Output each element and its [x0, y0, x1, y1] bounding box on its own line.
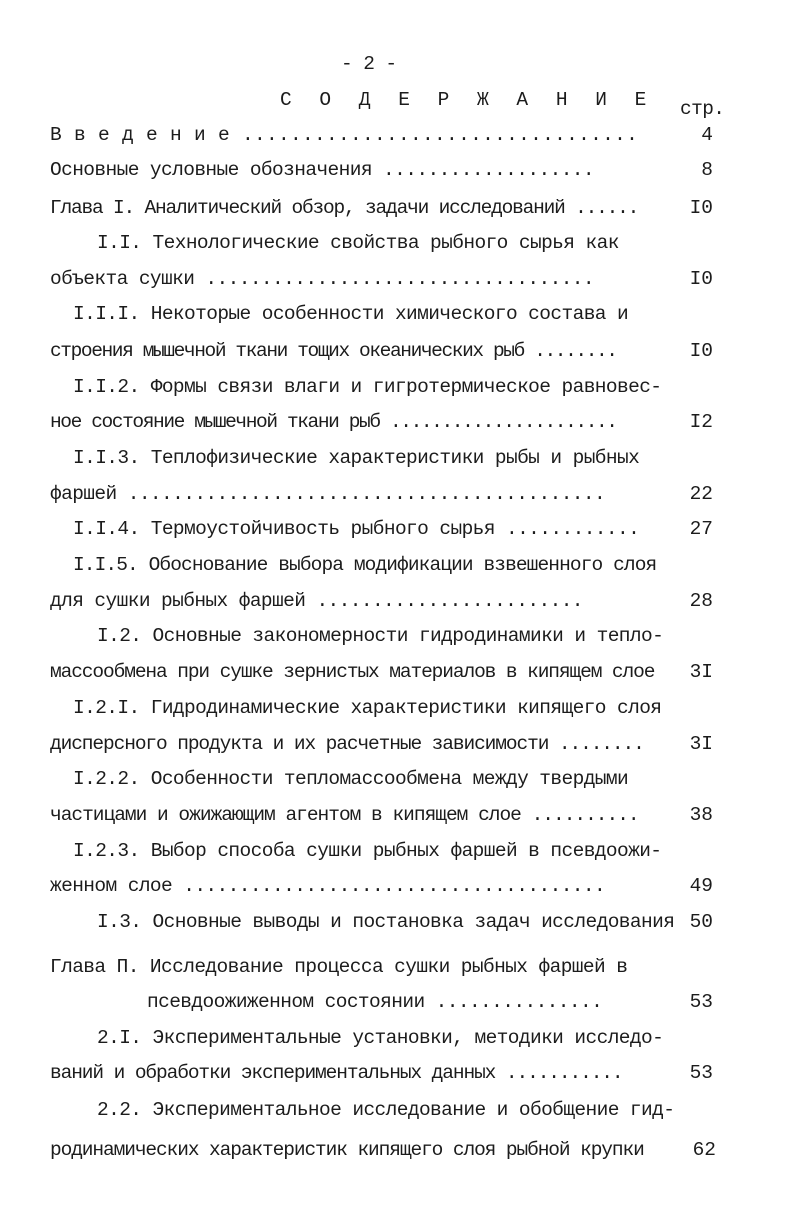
- toc-entry-text: I.2. Основные закономерности гидродинамики и тепло-: [97, 625, 664, 647]
- toc-entry-page: 4: [701, 124, 713, 146]
- toc-entry-page: I2: [689, 411, 713, 433]
- toc-entry-text: для сушки рыбных фаршей ........................: [50, 590, 583, 612]
- toc-entry-text: I.I.5. Обоснование выбора модификации взвешенного слоя: [73, 554, 657, 576]
- toc-title: С О Д Е Р Ж А Н И Е: [280, 89, 655, 111]
- toc-entry-page: I0: [689, 268, 713, 290]
- toc-entry-text: I.I.2. Формы связи влаги и гигротермическое равновес-: [73, 376, 662, 398]
- toc-entry-text: Основные условные обозначения ...................: [50, 159, 594, 181]
- toc-entry-text: псевдоожиженном состоянии ...............: [147, 991, 603, 1013]
- toc-entry-page: I0: [689, 197, 713, 219]
- toc-entry-text: 2.I. Экспериментальные установки, методики исследо-: [97, 1027, 664, 1049]
- toc-entry-page: 3I: [689, 733, 713, 755]
- toc-entry-page: 8: [701, 159, 713, 181]
- toc-entry-page: 53: [689, 1062, 713, 1084]
- page-column-label: стр.: [680, 98, 725, 120]
- toc-entry-text: I.2.2. Особенности тепломассообмена между твердыми: [73, 768, 629, 790]
- toc-entry-text: I.I.I. Некоторые особенности химического состава и: [73, 303, 629, 325]
- toc-entry-text: строения мышечной ткани тощих океанических рыб ........: [50, 340, 617, 362]
- toc-entry-text: объекта сушки ...................................: [50, 268, 594, 290]
- toc-entry-text: В в е д е н и е .................................: [50, 124, 639, 146]
- toc-entry-text: дисперсного продукта и их расчетные зависимости ........: [50, 733, 644, 755]
- toc-entry-text: Глава I. Аналитический обзор, задачи исследований ......: [50, 197, 639, 219]
- toc-entry-text: Глава П. Исследование процесса сушки рыбных фаршей в: [50, 956, 628, 978]
- page-number: - 2 -: [341, 53, 397, 75]
- toc-entry-page: 22: [689, 483, 713, 505]
- toc-entry-page: 3I: [689, 661, 713, 683]
- toc-entry-text: частицами и ожижающим агентом в кипящем слое ..........: [50, 804, 639, 826]
- toc-entry-text: I.I.3. Теплофизические характеристики рыбы и рыбных: [73, 447, 640, 469]
- toc-entry-text: I.I.4. Термоустойчивость рыбного сырья ............: [73, 518, 640, 540]
- toc-entry-text: фаршей ...........................................: [50, 483, 606, 505]
- toc-entry-text: I.2.I. Гидродинамические характеристики кипящего слоя: [73, 697, 662, 719]
- toc-entry-page: 62: [692, 1139, 716, 1161]
- toc-entry-page: 27: [689, 518, 713, 540]
- toc-entry-text: женном слое ......................................: [50, 875, 606, 897]
- toc-entry-page: I0: [689, 340, 713, 362]
- toc-entry-page: 28: [689, 590, 713, 612]
- toc-entry-text: I.3. Основные выводы и постановка задач исследования: [97, 911, 675, 933]
- toc-entry-page: 53: [689, 991, 713, 1013]
- toc-entry-page: 50: [689, 911, 713, 933]
- toc-entry-text: массообмена при сушке зернистых материалов в кипящем слое: [50, 661, 655, 683]
- toc-entry-text: 2.2. Экспериментальное исследование и обобщение гид-: [97, 1099, 675, 1121]
- toc-entry-text: I.2.3. Выбор способа сушки рыбных фаршей в псевдоожи-: [73, 840, 662, 862]
- toc-entry-text: I.I. Технологические свойства рыбного сырья как: [97, 232, 619, 254]
- toc-entry-text: родинамических характеристик кипящего слоя рыбной крупки: [50, 1139, 644, 1161]
- toc-entry-text: ное состояние мышечной ткани рыб ......................: [50, 411, 617, 433]
- toc-entry-page: 49: [689, 875, 713, 897]
- toc-entry-page: 38: [689, 804, 713, 826]
- toc-entry-text: ваний и обработки экспериментальных данных ...........: [50, 1062, 623, 1084]
